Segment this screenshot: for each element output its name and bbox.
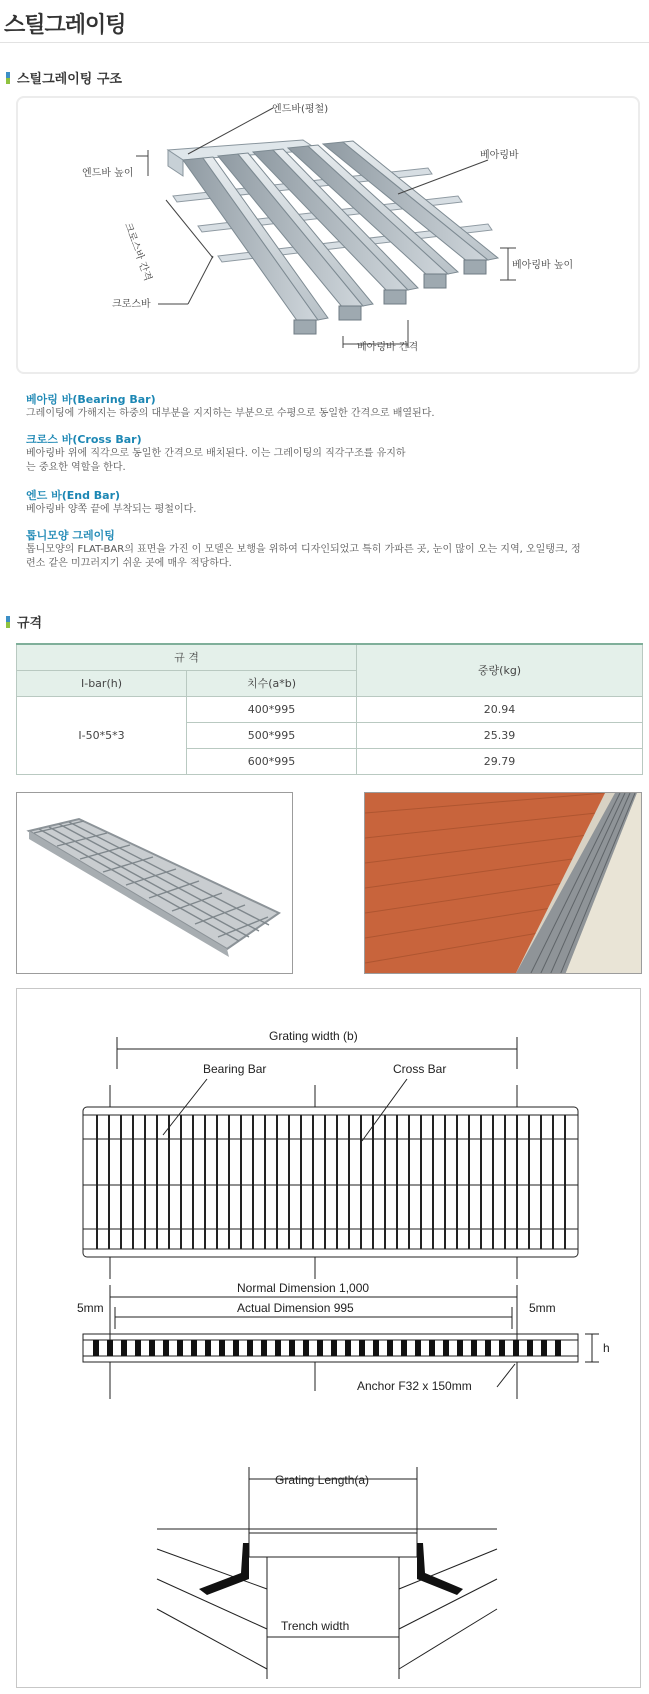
cell-weight: 29.79 <box>357 748 643 774</box>
label-bearing-bar-height: 베아링바 높이 <box>512 260 574 271</box>
label-end-bar-height: 엔드바 높이 <box>82 168 134 179</box>
spec-heading-text: 규격 <box>17 616 43 631</box>
desc-term: 베아링 바(Bearing Bar) <box>26 393 156 406</box>
section-marker-icon <box>6 72 10 84</box>
desc-bearing-bar <box>26 392 626 421</box>
page-title: 스틸그레이팅 <box>4 13 126 38</box>
label-cross-bar-spacing: 크로스바 간격 <box>121 221 154 283</box>
installed-grating-photo <box>364 792 642 974</box>
header-group: 규 격 <box>17 644 357 670</box>
label-bearing-bar: Bearing Bar <box>203 1062 267 1076</box>
desc-term: 크로스 바(Cross Bar) <box>26 433 142 446</box>
label-bearing-bar: 베아링바 <box>480 150 519 161</box>
desc-text: 톱니모양의 FLAT-BAR의 표면을 가진 이 모델은 보행을 위하여 디자인되었고 특히 가파른 곳, 눈이 많이 오는 지역, 오일탱크, 정련소 같은 미끄러지기 쉬운 곳에 매우 적당하다. <box>26 544 581 569</box>
installed-grating-image <box>365 793 642 974</box>
label-actual-dimension: Actual Dimension 995 <box>237 1301 354 1315</box>
cell-weight: 25.39 <box>357 722 643 748</box>
cell-weight: 20.94 <box>357 696 643 722</box>
cell-size: 400*995 <box>187 696 357 722</box>
cell-size: 500*995 <box>187 722 357 748</box>
header-ibar: I-bar(h) <box>17 670 187 696</box>
table-header-row <box>17 644 643 670</box>
label-anchor: Anchor F32 x 150mm <box>357 1379 472 1393</box>
desc-text: 베아링바 양쪽 끝에 부착되는 평철이다. <box>26 504 197 515</box>
label-grating-length: Grating Length(a) <box>275 1473 370 1487</box>
desc-term: 엔드 바(End Bar) <box>26 489 121 502</box>
label-gap-right: 5mm <box>529 1301 556 1315</box>
desc-cross-bar <box>26 432 406 475</box>
desc-text: 그레이팅에 가해지는 하중의 대부분을 지지하는 부분으로 수평으로 동일한 간격으로 배열된다. <box>26 408 435 419</box>
desc-term: 톱니모양 그레이팅 <box>26 529 115 542</box>
desc-text: 베아링바 위에 직각으로 동일한 간격으로 배치된다. 이는 그레이팅의 직각구조를 유지하는 중요한 역할을 한다. <box>26 448 406 473</box>
desc-end-bar <box>26 488 626 517</box>
section-marker-icon <box>6 616 10 628</box>
label-normal-dimension: Normal Dimension 1,000 <box>237 1281 370 1295</box>
grating-panel-image <box>17 793 293 974</box>
label-end-bar: 엔드바(평철) <box>272 104 329 115</box>
grating-structure-illustration <box>18 98 638 372</box>
structure-heading <box>6 68 122 87</box>
cell-size: 600*995 <box>187 748 357 774</box>
label-trench-width: Trench width <box>281 1619 350 1633</box>
header-weight: 중량(kg) <box>357 644 643 696</box>
label-bearing-bar-spacing: 베아링바 간격 <box>357 342 419 353</box>
label-height: h <box>603 1341 610 1355</box>
spec-heading <box>6 612 42 631</box>
cell-ibar: I-50*5*3 <box>17 696 187 774</box>
title-divider <box>0 42 649 43</box>
table-row <box>17 696 643 722</box>
label-cross-bar: 크로스바 <box>112 299 151 310</box>
grating-product-photo <box>16 792 293 974</box>
spec-table <box>16 643 643 775</box>
label-grating-width: Grating width (b) <box>269 1029 358 1043</box>
structure-heading-text: 스틸그레이팅 구조 <box>17 72 122 87</box>
technical-drawing <box>16 988 641 1688</box>
label-gap-left: 5mm <box>77 1301 104 1315</box>
label-cross-bar: Cross Bar <box>393 1062 447 1076</box>
structure-diagram <box>16 96 640 374</box>
grating-dimension-drawing <box>17 989 642 1689</box>
header-size: 치수(a*b) <box>187 670 357 696</box>
desc-serrated-grating <box>26 528 586 571</box>
